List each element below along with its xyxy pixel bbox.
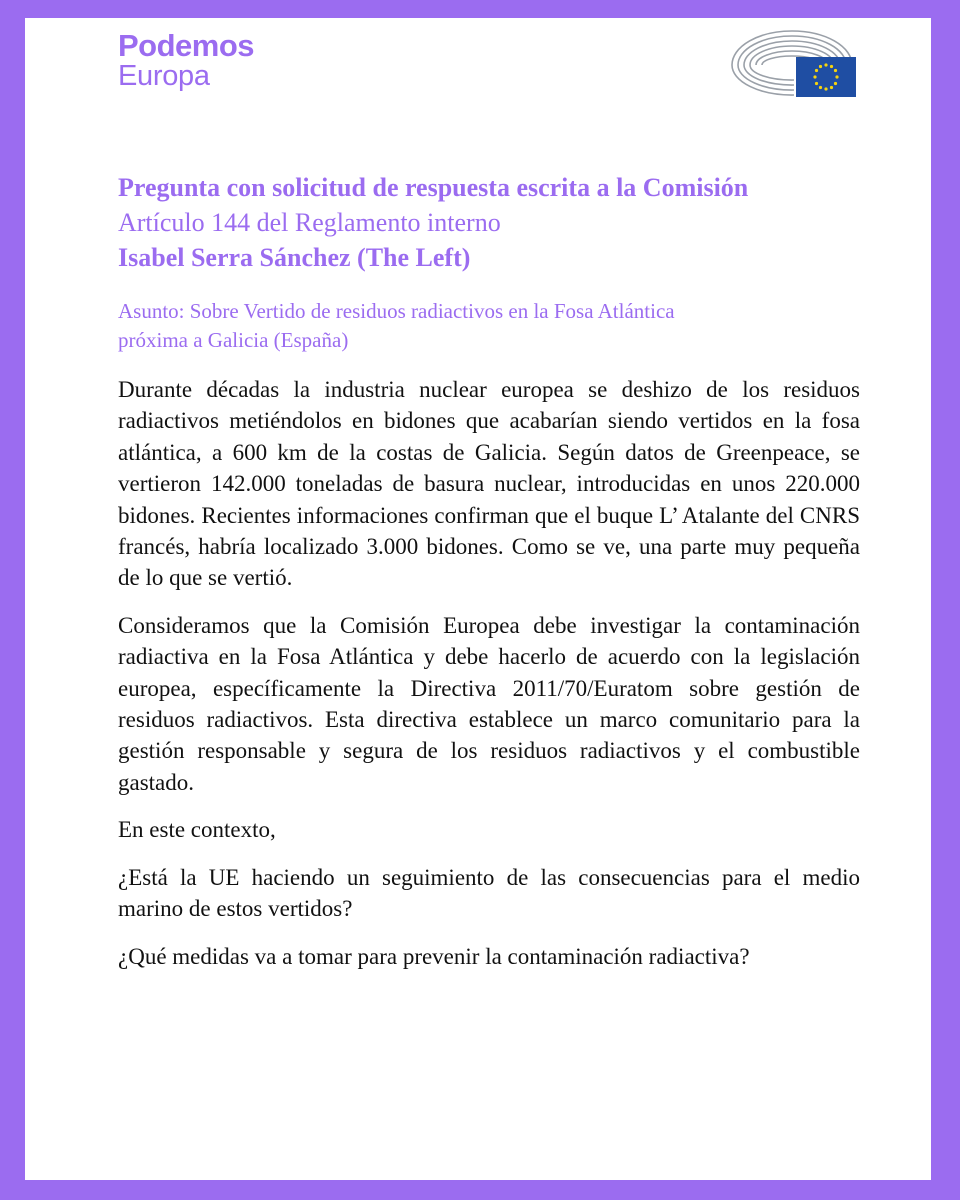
question-1: ¿Está la UE haciendo un seguimiento de las consecuencias para el medio marino de estos vertidos? <box>118 864 860 922</box>
document-article: Artículo 144 del Reglamento interno <box>118 208 501 237</box>
question-heading <box>118 170 878 275</box>
subject-block <box>118 297 878 355</box>
document-body <box>118 374 860 988</box>
paragraph-commission: Consideramos que la Comisión Europea debe investigar la contaminación radiactiva en la Fosa Atlántica y debe hacerlo de acuerdo con la legislación europea, específicamente la Directiva 2011/70/Euratom sobre gestión de residuos radiactivos. Esta directiva establece un marco comunitario para la gestión responsable y segura de los residuos radiactivos y el combustible gastado. <box>118 612 860 795</box>
logo-sub: Europa <box>118 60 210 92</box>
subject-line-1: Asunto: Sobre Vertido de residuos radiactivos en la Fosa Atlántica <box>118 299 675 323</box>
subject-line-2: próxima a Galicia (España) <box>118 328 349 352</box>
paragraph-context: Durante décadas la industria nuclear europea se deshizo de los residuos radiactivos metiéndolos en bidones que acabarían siendo vertidos en la fosa atlántica, a 600 km de la costas de Galicia. Según datos de Greenpeace, se vertieron 142.000 toneladas de basura nuclear, introducidas en unos 220.000 bidones. Recientes informaciones confirman que el buque L’ Atalante del CNRS francés, habría localizado 3.000 bidones. Como se ve, una parte muy pequeña de lo que se vertió. <box>118 377 860 591</box>
document-author: Isabel Serra Sánchez (The Left) <box>118 243 471 272</box>
document-page <box>25 18 931 1180</box>
question-2: ¿Qué medidas va a tomar para prevenir la contaminación radiactiva? <box>118 943 750 969</box>
podemos-europa-logo <box>118 30 254 91</box>
logo-brand: Podemos <box>118 28 255 63</box>
paragraph-transition: En este contexto, <box>118 817 276 843</box>
eu-flag-icon <box>796 57 856 97</box>
european-parliament-logo-icon <box>728 27 858 99</box>
document-title: Pregunta con solicitud de respuesta escrita a la Comisión <box>118 173 749 202</box>
